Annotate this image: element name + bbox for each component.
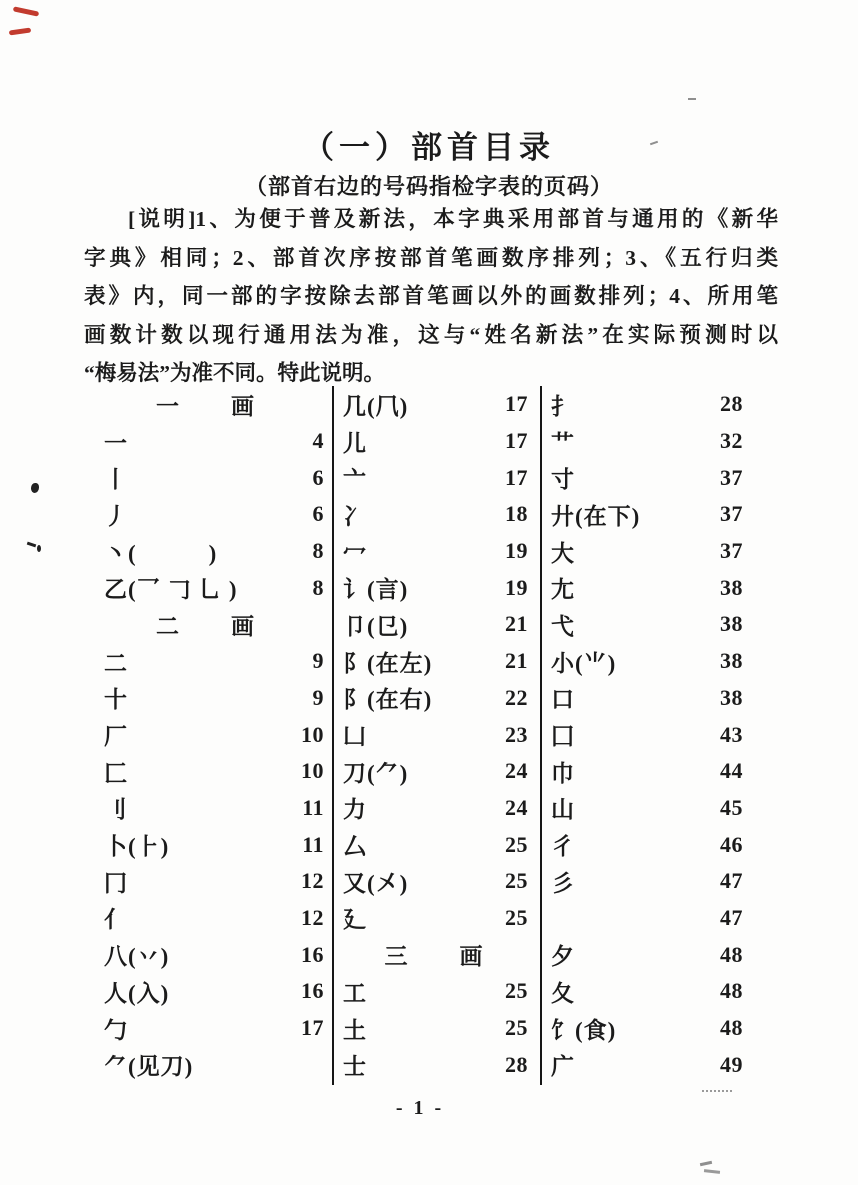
radical-label: 弋 bbox=[551, 613, 575, 639]
radical-label: 几(𠘨) bbox=[343, 393, 409, 419]
scan-artifact bbox=[704, 1169, 720, 1174]
index-column bbox=[549, 386, 743, 1083]
radical-label: 大 bbox=[551, 540, 575, 566]
index-entry bbox=[88, 753, 324, 790]
page-ref: 9 bbox=[312, 684, 324, 710]
radical-label: 一 bbox=[104, 430, 128, 456]
radical-label: 冂 bbox=[104, 870, 128, 896]
index-entry bbox=[341, 680, 528, 717]
note-line: 字典》相同；2、部首次序按部首笔画数序排列；3、《五行归类 bbox=[84, 245, 778, 270]
radical-label: 亻 bbox=[104, 907, 128, 933]
index-entry bbox=[88, 423, 324, 460]
index-entry bbox=[88, 716, 324, 753]
radical-label: 卩(㔾) bbox=[343, 613, 409, 639]
index-entry bbox=[549, 680, 743, 717]
page-ref: 12 bbox=[301, 904, 324, 930]
index-entry bbox=[549, 459, 743, 496]
index-entry bbox=[549, 936, 743, 973]
radical-label: 寸 bbox=[551, 467, 575, 493]
red-pen-mark bbox=[13, 6, 39, 16]
radical-label: 儿 bbox=[343, 430, 367, 456]
radical-label: 乙(乛 𠃌 乚 ) bbox=[104, 577, 238, 603]
index-entry bbox=[88, 1046, 324, 1083]
page-ref: 10 bbox=[301, 721, 324, 747]
page-ref: 48 bbox=[720, 1015, 743, 1041]
radical-label: 夂 bbox=[551, 980, 575, 1006]
radical-label: 厶 bbox=[343, 834, 367, 860]
page-ref: 32 bbox=[720, 428, 743, 454]
page-ref: 19 bbox=[505, 574, 528, 600]
index-entry bbox=[549, 386, 743, 423]
radical-label: 扌 bbox=[551, 393, 575, 419]
page-ref: 25 bbox=[505, 978, 528, 1004]
scan-artifact bbox=[31, 483, 39, 493]
page-ref: 25 bbox=[505, 1015, 528, 1041]
page-ref: 11 bbox=[302, 831, 324, 857]
radical-label: 力 bbox=[343, 797, 367, 823]
page-ref: 37 bbox=[720, 538, 743, 564]
page-ref: 43 bbox=[720, 721, 743, 747]
page-ref: 17 bbox=[301, 1015, 324, 1041]
index-entry bbox=[341, 900, 528, 937]
page-ref: 6 bbox=[312, 501, 324, 527]
radical-label: 勹 bbox=[104, 1017, 128, 1043]
index-entry bbox=[88, 1010, 324, 1047]
radical-label: 广 bbox=[551, 1054, 575, 1080]
page-ref: 38 bbox=[720, 684, 743, 710]
index-entry bbox=[549, 716, 743, 753]
scan-artifact bbox=[688, 98, 696, 100]
radical-label: 小(⺌) bbox=[551, 650, 617, 676]
note-line: “梅易法”为准不同。特此说明。 bbox=[84, 361, 386, 385]
index-entry bbox=[88, 900, 324, 937]
index-entry bbox=[549, 753, 743, 790]
index-column bbox=[341, 386, 528, 1083]
radical-label: 尢 bbox=[551, 577, 575, 603]
page-ref: 37 bbox=[720, 464, 743, 490]
radical-label: 凵 bbox=[343, 724, 367, 750]
radical-label: 阝(在右) bbox=[343, 687, 433, 713]
page-ref: 19 bbox=[505, 538, 528, 564]
page-ref: 46 bbox=[720, 831, 743, 857]
index-entry bbox=[88, 973, 324, 1010]
index-entry bbox=[341, 643, 528, 680]
column-divider bbox=[332, 386, 334, 1085]
page-ref: 47 bbox=[720, 904, 743, 930]
page-ref: 48 bbox=[720, 941, 743, 967]
page-ref: 17 bbox=[505, 391, 528, 417]
index-entry bbox=[549, 1010, 743, 1047]
radical-label: 夕 bbox=[551, 944, 575, 970]
index-entry bbox=[549, 423, 743, 460]
index-entry bbox=[549, 569, 743, 606]
radical-label: 亠 bbox=[343, 467, 367, 493]
page-ref: 37 bbox=[720, 501, 743, 527]
index-entry bbox=[341, 1010, 528, 1047]
index-entry bbox=[88, 533, 324, 570]
radical-label: 丨 bbox=[104, 467, 128, 493]
index-column bbox=[88, 386, 324, 1083]
note-paragraph bbox=[84, 200, 778, 393]
radical-label: 巾 bbox=[551, 760, 575, 786]
index-entry bbox=[341, 386, 528, 423]
page-ref: 25 bbox=[505, 904, 528, 930]
stroke-count-header: 二 画 bbox=[156, 613, 256, 639]
index-entry bbox=[88, 863, 324, 900]
index-entry bbox=[341, 790, 528, 827]
page-ref: 44 bbox=[720, 758, 743, 784]
radical-label: 匚 bbox=[104, 760, 128, 786]
page-ref: 9 bbox=[312, 648, 324, 674]
radical-label: 彳 bbox=[551, 834, 575, 860]
scan-artifact bbox=[27, 542, 36, 548]
radical-label: 冫 bbox=[343, 503, 367, 529]
index-entry bbox=[341, 826, 528, 863]
radical-label: 工 bbox=[343, 980, 367, 1006]
index-entry bbox=[341, 753, 528, 790]
radical-label: 饣(食) bbox=[551, 1017, 617, 1043]
radical-label: ⺈(见刀) bbox=[104, 1054, 194, 1080]
page-ref: 25 bbox=[505, 831, 528, 857]
page-ref: 28 bbox=[720, 391, 743, 417]
radical-label: 廴 bbox=[343, 907, 367, 933]
page-ref: 38 bbox=[720, 611, 743, 637]
red-pen-mark bbox=[9, 27, 31, 35]
radical-label: 人(入) bbox=[104, 980, 170, 1006]
page-number: - 1 - bbox=[395, 1097, 445, 1119]
index-entry bbox=[549, 1046, 743, 1083]
index-entry bbox=[549, 496, 743, 533]
index-entry bbox=[341, 459, 528, 496]
page-title: （一）部首目录 bbox=[303, 130, 555, 165]
radical-label: 冖 bbox=[343, 540, 367, 566]
scan-artifact bbox=[37, 545, 41, 552]
index-entry bbox=[341, 863, 528, 900]
radical-label: 刂 bbox=[104, 797, 128, 823]
radical-label: 山 bbox=[551, 797, 575, 823]
index-entry bbox=[549, 790, 743, 827]
radical-label: 丶( ) bbox=[104, 540, 218, 566]
page-ref: 11 bbox=[302, 794, 324, 820]
stroke-count-header: 一 画 bbox=[156, 393, 256, 419]
page-ref: 47 bbox=[720, 868, 743, 894]
page-ref: 24 bbox=[505, 794, 528, 820]
stroke-count-header: 三 画 bbox=[384, 944, 485, 970]
index-entry bbox=[88, 826, 324, 863]
page-ref: 18 bbox=[505, 501, 528, 527]
note-line: [说明]1、为便于普及新法，本字典采用部首与通用的《新华 bbox=[128, 207, 778, 231]
page-ref: 48 bbox=[720, 978, 743, 1004]
page-subtitle: （部首右边的号码指检字表的页码） bbox=[244, 174, 613, 199]
note-line: 画数计数以现行通用法为准，这与“姓名新法”在实际预测时以 bbox=[84, 322, 778, 347]
radical-label: 丿 bbox=[104, 503, 128, 529]
page-ref: 24 bbox=[505, 758, 528, 784]
index-entry bbox=[341, 1046, 528, 1083]
page-ref: 16 bbox=[301, 978, 324, 1004]
page-ref: 8 bbox=[312, 538, 324, 564]
index-entry bbox=[549, 643, 743, 680]
radical-label: 又(㐅) bbox=[343, 870, 409, 896]
index-entry bbox=[88, 569, 324, 606]
page-ref: 21 bbox=[505, 611, 528, 637]
index-entry bbox=[341, 973, 528, 1010]
radical-label: 十 bbox=[104, 687, 128, 713]
page-ref: 38 bbox=[720, 574, 743, 600]
index-entry bbox=[549, 973, 743, 1010]
radical-label: 廾(在下) bbox=[551, 503, 641, 529]
scan-artifact bbox=[700, 1161, 712, 1166]
index-entry bbox=[88, 936, 324, 973]
index-entry bbox=[88, 496, 324, 533]
column-divider bbox=[540, 386, 542, 1085]
scan-artifact bbox=[702, 1090, 732, 1094]
index-entry bbox=[88, 790, 324, 827]
page-ref: 16 bbox=[301, 941, 324, 967]
radical-label: 刀(⺈) bbox=[343, 760, 409, 786]
index-entry bbox=[341, 606, 528, 643]
page-ref: 49 bbox=[720, 1051, 743, 1077]
radical-label: 讠(言) bbox=[343, 577, 409, 603]
page-ref: 22 bbox=[505, 684, 528, 710]
index-entry bbox=[88, 680, 324, 717]
index-entry bbox=[341, 716, 528, 753]
radical-label: 厂 bbox=[104, 724, 128, 750]
index-entry bbox=[341, 423, 528, 460]
index-entry bbox=[549, 826, 743, 863]
page-ref: 23 bbox=[505, 721, 528, 747]
index-entry bbox=[549, 863, 743, 900]
index-entry bbox=[549, 900, 743, 937]
radical-label: 阝(在左) bbox=[343, 650, 433, 676]
page-ref: 38 bbox=[720, 648, 743, 674]
radical-label: 八(丷) bbox=[104, 944, 170, 970]
index-entry bbox=[88, 643, 324, 680]
index-entry bbox=[341, 533, 528, 570]
index-entry bbox=[88, 459, 324, 496]
radical-label: 彡 bbox=[551, 870, 575, 896]
radical-label: 口 bbox=[551, 687, 575, 713]
page-ref: 10 bbox=[301, 758, 324, 784]
page-ref: 17 bbox=[505, 428, 528, 454]
radical-label: 土 bbox=[343, 1017, 367, 1043]
page-ref: 28 bbox=[505, 1051, 528, 1077]
radical-label: 二 bbox=[104, 650, 128, 676]
page-ref: 25 bbox=[505, 868, 528, 894]
note-line: 表》内，同一部的字按除去部首笔画以外的画数排列；4、所用笔 bbox=[84, 284, 778, 308]
page-ref: 45 bbox=[720, 794, 743, 820]
page-ref: 4 bbox=[312, 428, 324, 454]
page-ref: 8 bbox=[312, 574, 324, 600]
index-entry bbox=[341, 569, 528, 606]
page-ref: 17 bbox=[505, 464, 528, 490]
page-ref: 21 bbox=[505, 648, 528, 674]
page-ref: 12 bbox=[301, 868, 324, 894]
index-entry bbox=[549, 606, 743, 643]
page-ref: 6 bbox=[312, 464, 324, 490]
radical-label: 艹 bbox=[551, 430, 575, 456]
radical-label: 囗 bbox=[551, 724, 575, 750]
radical-label: 士 bbox=[343, 1054, 367, 1080]
index-entry bbox=[341, 496, 528, 533]
radical-label: 卜(⺊) bbox=[104, 834, 170, 860]
index-entry bbox=[549, 533, 743, 570]
